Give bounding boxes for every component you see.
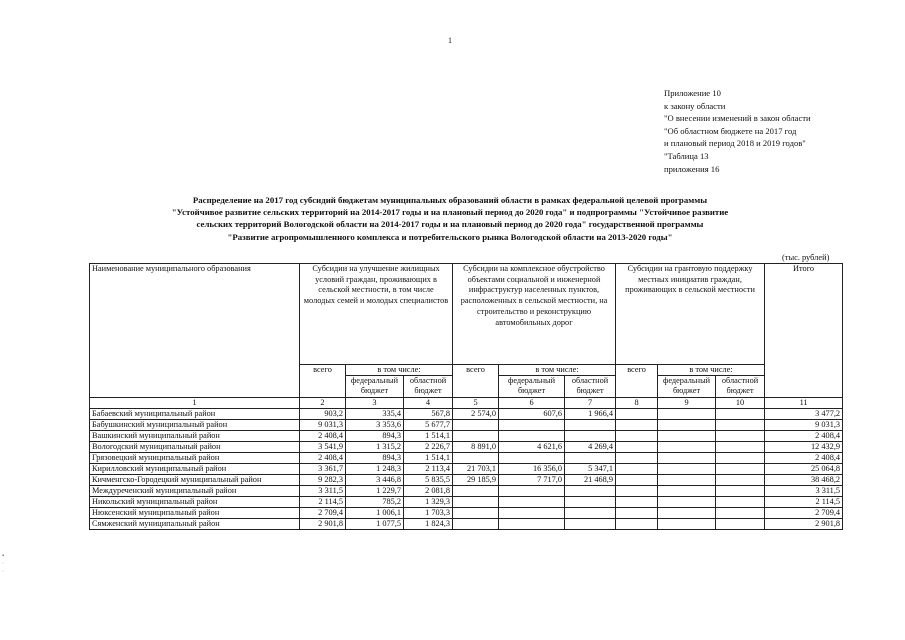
value-cell: 16 356,0 (499, 463, 565, 474)
value-cell (565, 419, 616, 430)
header-incl: в том числе: (346, 365, 453, 376)
value-cell: 785,2 (346, 496, 404, 507)
value-cell (716, 441, 765, 452)
appendix-line: "Об областном бюджете на 2017 год (664, 125, 797, 136)
column-number: 10 (716, 397, 765, 408)
value-cell: 2 114,5 (765, 496, 843, 507)
municipality-name-cell: Вашкинский муниципальный район (90, 430, 300, 441)
municipality-name-cell: Кирилловский муниципальный район (90, 463, 300, 474)
value-cell: 3 311,5 (765, 485, 843, 496)
value-cell (716, 507, 765, 518)
header-incl: в том числе: (499, 365, 616, 376)
value-cell: 3 353,6 (346, 419, 404, 430)
value-cell: 12 432,9 (765, 441, 843, 452)
value-cell: 4 269,4 (565, 441, 616, 452)
value-cell (658, 474, 716, 485)
value-cell (616, 430, 658, 441)
header-all: всего (616, 365, 658, 398)
value-cell: 1 229,7 (346, 485, 404, 496)
title-line: "Устойчивое развитие сельских территорий на 2014-2017 годы и на плановый период до 2020 года" и подпрограммы "Устойчивое развитие (171, 207, 729, 218)
column-number: 9 (658, 397, 716, 408)
value-cell (658, 430, 716, 441)
value-cell: 2 113,4 (404, 463, 453, 474)
column-number: 6 (499, 397, 565, 408)
value-cell: 2 408,4 (300, 430, 346, 441)
value-cell: 4 621,6 (499, 441, 565, 452)
value-cell: 2 574,0 (453, 408, 499, 419)
value-cell: 2 081,8 (404, 485, 453, 496)
value-cell: 1 703,3 (404, 507, 453, 518)
value-cell (499, 485, 565, 496)
column-number: 7 (565, 397, 616, 408)
value-cell (453, 507, 499, 518)
value-cell: 1 824,3 (404, 518, 453, 529)
value-cell (658, 419, 716, 430)
value-cell: 3 361,7 (300, 463, 346, 474)
municipality-name-cell: Бабушкинский муниципальный район (90, 419, 300, 430)
value-cell (453, 452, 499, 463)
value-cell: 1 329,3 (404, 496, 453, 507)
value-cell (658, 441, 716, 452)
municipality-name-cell: Никольский муниципальный район (90, 496, 300, 507)
value-cell (616, 408, 658, 419)
table-row (90, 452, 843, 463)
value-cell: 2 901,8 (765, 518, 843, 529)
value-cell: 9 031,3 (765, 419, 843, 430)
table-row (90, 441, 843, 452)
appendix-line: и плановый период 2018 и 2019 годов" (664, 138, 806, 149)
value-cell: 21 468,9 (565, 474, 616, 485)
municipality-name-cell: Нюксенский муниципальный район (90, 507, 300, 518)
value-cell: 2 901,8 (300, 518, 346, 529)
value-cell: 1 248,3 (346, 463, 404, 474)
value-cell (658, 485, 716, 496)
value-cell: 1 077,5 (346, 518, 404, 529)
value-cell (453, 419, 499, 430)
value-cell (616, 518, 658, 529)
value-cell: 2 709,4 (765, 507, 843, 518)
value-cell: 7 717,0 (499, 474, 565, 485)
value-cell (716, 518, 765, 529)
value-cell (565, 485, 616, 496)
value-cell (658, 463, 716, 474)
value-cell: 3 541,9 (300, 441, 346, 452)
header-federal: федеральный бюджет (658, 376, 716, 397)
table-row (90, 463, 843, 474)
header-all: всего (300, 365, 346, 398)
header-all: всего (453, 365, 499, 398)
value-cell: 3 477,2 (765, 408, 843, 419)
value-cell (616, 452, 658, 463)
value-cell: 2 114,5 (300, 496, 346, 507)
value-cell: 607,6 (499, 408, 565, 419)
header-name: Наименование муниципального образования (90, 264, 300, 398)
table-row (90, 507, 843, 518)
value-cell: 9 282,3 (300, 474, 346, 485)
value-cell (716, 452, 765, 463)
column-number: 1 (90, 397, 300, 408)
municipality-name-cell: Кичменгско-Городецкий муниципальный район (90, 474, 300, 485)
column-number: 4 (404, 397, 453, 408)
header-federal: федеральный бюджет (499, 376, 565, 397)
value-cell (453, 496, 499, 507)
document-title (120, 194, 780, 243)
value-cell: 5 347,1 (565, 463, 616, 474)
value-cell: 2 709,4 (300, 507, 346, 518)
value-cell (453, 430, 499, 441)
value-cell: 2 408,4 (765, 452, 843, 463)
table-row (90, 408, 843, 419)
municipality-name-cell: Грязовецкий муниципальный район (90, 452, 300, 463)
value-cell (565, 507, 616, 518)
municipality-name-cell: Бабаевский муниципальный район (90, 408, 300, 419)
value-cell: 38 468,2 (765, 474, 843, 485)
municipality-name-cell: Междуреченский муниципальный район (90, 485, 300, 496)
value-cell (716, 408, 765, 419)
header-housing-subsidies: Субсидии на улучшение жилищных условий граждан, проживающих в сельской местности, в том числе молодых семей и молодых специалистов (300, 264, 453, 365)
header-row-groups (90, 264, 843, 365)
value-cell (716, 419, 765, 430)
appendix-line: "Таблица 13 (664, 150, 709, 161)
value-cell: 29 185,9 (453, 474, 499, 485)
units-label: (тыс. рублей) (782, 253, 830, 262)
table-row (90, 496, 843, 507)
value-cell (565, 452, 616, 463)
header-total: Итого (765, 264, 843, 398)
value-cell: 1 966,4 (565, 408, 616, 419)
value-cell: 1 514,1 (404, 452, 453, 463)
value-cell (499, 419, 565, 430)
value-cell: 894,3 (346, 452, 404, 463)
value-cell (616, 496, 658, 507)
header-regional: областной бюджет (716, 376, 765, 397)
value-cell: 3 311,5 (300, 485, 346, 496)
value-cell: 5 677,7 (404, 419, 453, 430)
appendix-note (664, 87, 894, 175)
header-infrastructure-subsidies: Субсидии на комплексное обустройство объектами социальной и инженерной инфраструктур населенных пунктов, расположенных в сельской местности, на строительство и реконструкцию автомобильных дорог (453, 264, 616, 365)
value-cell (716, 496, 765, 507)
value-cell (658, 496, 716, 507)
value-cell (658, 518, 716, 529)
value-cell (616, 419, 658, 430)
value-cell: 5 835,5 (404, 474, 453, 485)
page-number: 1 (448, 36, 452, 45)
value-cell (499, 496, 565, 507)
value-cell: 894,3 (346, 430, 404, 441)
column-number: 11 (765, 397, 843, 408)
header-regional: областной бюджет (404, 376, 453, 397)
value-cell: 3 446,8 (346, 474, 404, 485)
value-cell: 1 315,2 (346, 441, 404, 452)
value-cell: 2 408,4 (765, 430, 843, 441)
appendix-line: к закону области (664, 100, 726, 111)
value-cell (565, 430, 616, 441)
value-cell: 9 031,3 (300, 419, 346, 430)
title-line: "Развитие агропромышленного комплекса и потребительского рынка Вологодской области на 2013-2020 годы" (227, 231, 673, 242)
value-cell (658, 507, 716, 518)
subsidy-table (89, 263, 843, 530)
header-regional: областной бюджет (565, 376, 616, 397)
appendix-line: приложения 16 (664, 163, 720, 174)
column-number: 3 (346, 397, 404, 408)
table-row (90, 419, 843, 430)
column-number: 5 (453, 397, 499, 408)
column-number-row (90, 397, 843, 408)
header-grant-subsidies: Субсидии на грантовую поддержку местных инициатив граждан, проживающих в сельской местности (616, 264, 765, 365)
value-cell: 8 891,0 (453, 441, 499, 452)
title-line: сельских территорий Вологодской области на 2014-2017 годы и на плановый период до 2020 года" государственной программы (196, 219, 704, 230)
value-cell (716, 430, 765, 441)
value-cell (499, 452, 565, 463)
value-cell: 335,4 (346, 408, 404, 419)
value-cell (499, 507, 565, 518)
table-row (90, 485, 843, 496)
value-cell (453, 485, 499, 496)
value-cell: 25 064,8 (765, 463, 843, 474)
value-cell (716, 463, 765, 474)
value-cell (616, 485, 658, 496)
value-cell: 1 006,1 (346, 507, 404, 518)
column-number: 2 (300, 397, 346, 408)
value-cell: 1 514,1 (404, 430, 453, 441)
appendix-line: Приложение 10 (664, 88, 721, 98)
value-cell (616, 474, 658, 485)
value-cell: 21 703,1 (453, 463, 499, 474)
column-number: 8 (616, 397, 658, 408)
value-cell: 903,2 (300, 408, 346, 419)
value-cell (658, 408, 716, 419)
value-cell: 2 408,4 (300, 452, 346, 463)
value-cell (565, 496, 616, 507)
table-row (90, 430, 843, 441)
appendix-line: "О внесении изменений в закон области (664, 113, 811, 124)
value-cell (499, 518, 565, 529)
table-row (90, 518, 843, 529)
value-cell (499, 430, 565, 441)
header-incl: в том числе: (658, 365, 765, 376)
title-line: Распределение на 2017 год субсидий бюджетам муниципальных образований области в рамках федеральной целевой программы (192, 195, 708, 205)
value-cell (716, 485, 765, 496)
value-cell (616, 463, 658, 474)
municipality-name-cell: Вологодский муниципальный район (90, 441, 300, 452)
value-cell: 2 226,7 (404, 441, 453, 452)
value-cell (453, 518, 499, 529)
value-cell (616, 507, 658, 518)
table-body (90, 408, 843, 529)
header-federal: федеральный бюджет (346, 376, 404, 397)
value-cell (658, 452, 716, 463)
scan-margin-marks: ▪ · · (2, 553, 5, 575)
table-row (90, 474, 843, 485)
municipality-name-cell: Сямженский муниципальный район (90, 518, 300, 529)
value-cell (565, 518, 616, 529)
value-cell: 567,8 (404, 408, 453, 419)
value-cell (616, 441, 658, 452)
value-cell (716, 474, 765, 485)
